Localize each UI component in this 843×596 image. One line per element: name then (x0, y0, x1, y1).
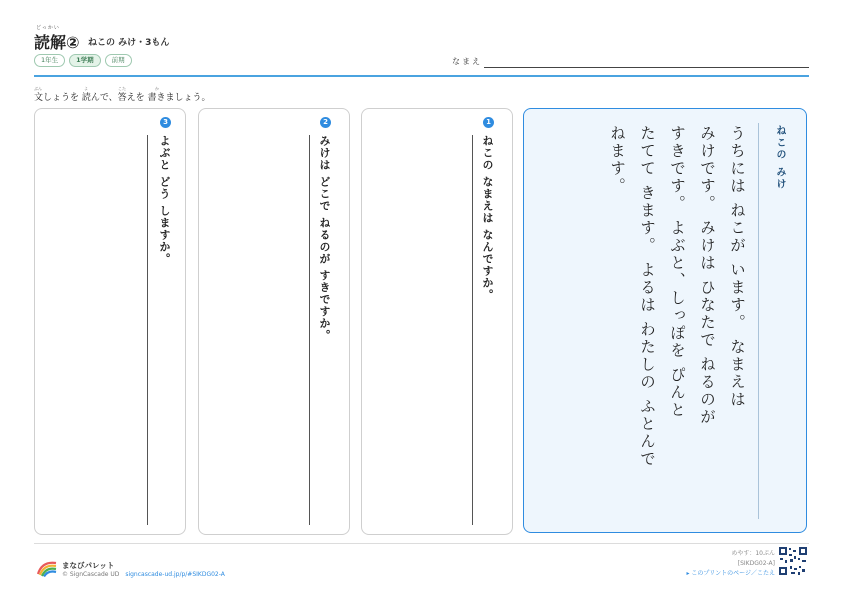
answer-line-2[interactable] (309, 135, 310, 525)
print-page-link[interactable]: ▸ このプリントのページ／こたえ (686, 570, 775, 577)
copyright-text: © SignCascade UD (62, 571, 120, 578)
story-panel (523, 108, 807, 533)
question-number-3: 3 (160, 117, 171, 128)
tag-term: 1学期 (69, 54, 101, 67)
instruction (34, 86, 211, 103)
brand-name: まなびパレット (62, 561, 115, 570)
copyright (62, 571, 225, 578)
time-estimate: めやす：10ぷん (731, 550, 775, 557)
story-line-2: みけです。 みけは ひなたで ねるのが (698, 125, 716, 426)
question-text-2: みけは どこで ねるのが すきですか。 (318, 135, 331, 342)
tag-grade: 1年生 (34, 54, 65, 67)
question-text-3: よぶと どう しますか。 (158, 135, 171, 265)
page-subtitle: ねこの みけ・3もん (88, 38, 170, 48)
story-line-1: うちには ねこが います。 なまえは (728, 125, 746, 409)
name-line (484, 67, 809, 68)
instruction-text: 文しょうを 読んで、答えを 書きましょう。 (34, 93, 211, 103)
meta-info (686, 549, 775, 579)
story-divider (758, 123, 759, 519)
page-title: 読解② (34, 33, 80, 52)
answer-line-3[interactable] (147, 135, 148, 525)
name-label: なまえ (452, 57, 482, 66)
footer-rule (34, 543, 809, 544)
question-number-2: 2 (320, 117, 331, 128)
title-ruby: どっかい (36, 25, 60, 31)
story-line-3: すきです。 よぶと、しっぽを ぴんと (668, 125, 686, 419)
palette-logo-icon (36, 559, 58, 577)
question-panel-1 (361, 108, 513, 535)
qr-code-icon[interactable] (778, 546, 808, 576)
instruction-ruby-2: よ (84, 86, 88, 91)
question-panel-2 (198, 108, 350, 535)
instruction-ruby-3: こた (118, 86, 126, 91)
grade-tags (34, 54, 132, 67)
answer-line-1[interactable] (472, 135, 473, 525)
header-rule (34, 75, 809, 77)
instruction-ruby-4: か (155, 86, 159, 91)
question-text-1: ねこの なまえは なんですか。 (481, 135, 494, 301)
question-panel-3 (34, 108, 186, 535)
story-line-5: ねます。 (608, 125, 626, 195)
story-title: ねこの みけ (774, 125, 785, 191)
story-body (542, 125, 752, 525)
instruction-ruby-1: ぶん (34, 86, 42, 91)
story-line-4: たてて きます。 よるは わたしの ふとんで (638, 125, 656, 468)
site-link[interactable]: signcascade-ud.jp/p/#SIKDG02-A (125, 571, 225, 578)
worksheet-code: [SIKDG02-A] (737, 560, 775, 567)
tag-period: 前期 (105, 54, 132, 67)
question-number-1: 1 (483, 117, 494, 128)
